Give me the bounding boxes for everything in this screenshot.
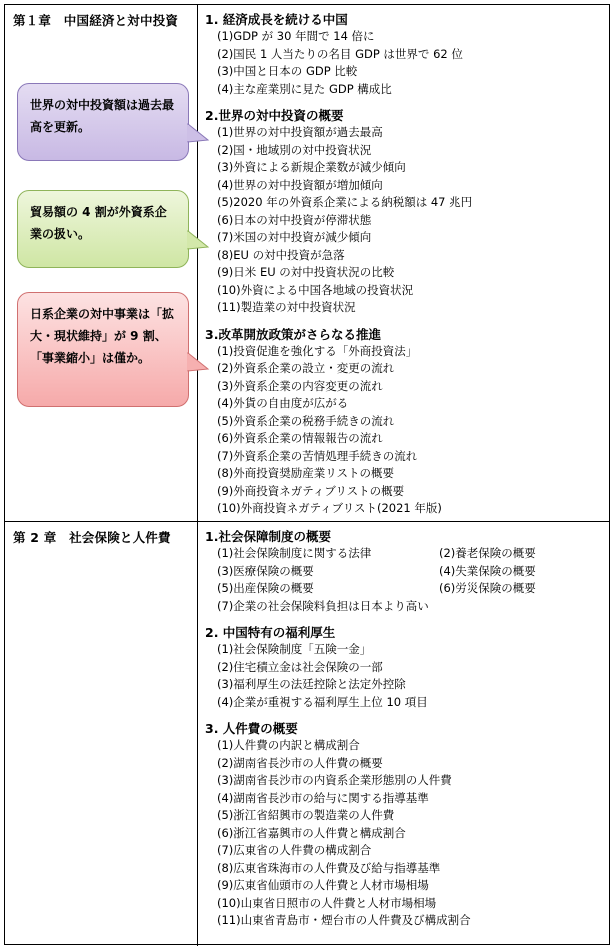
section-reform-policy bbox=[205, 326, 605, 518]
list-item: (7)企業の社会保険料負担は日本より高い bbox=[217, 598, 429, 613]
chapter2-row bbox=[5, 521, 609, 946]
list-item: (7)広東省の人件費の構成割合 bbox=[217, 843, 372, 857]
list-item: (10)外商投資ネガティブリスト(2021 年版) bbox=[217, 501, 442, 515]
section-economic-growth bbox=[205, 11, 605, 98]
list-item: (2)住宅積立金は社会保険の一部 bbox=[217, 659, 383, 674]
list-item: (3)湖南省長沙市の内資系企業形態別の人件費 bbox=[217, 773, 452, 787]
contents-table bbox=[4, 4, 610, 945]
section-labor-cost bbox=[205, 720, 605, 930]
list-item: (3)医療保険の概要 bbox=[217, 563, 314, 578]
list-item: (4)企業が重視する福利厚生上位 10 項目 bbox=[217, 694, 428, 709]
list-item: (6)日本の対中投資が停滞状態 bbox=[217, 212, 372, 227]
callout-text: 日系企業の対中事業は「拡大・現状維持」が 9 割、「事業縮小」は僅か。 bbox=[30, 307, 175, 365]
list-item: (10)外資による中国各地域の投資状況 bbox=[217, 282, 414, 297]
list-item: (7)米国の対中投資が減少傾向 bbox=[217, 230, 372, 244]
section-title: 3.改革開放政策がさらなる推進 bbox=[205, 326, 381, 342]
list-item: (1)社会保険制度「五険一金」 bbox=[217, 642, 372, 656]
list-item: (5)外資系企業の税務手続きの流れ bbox=[217, 413, 395, 428]
list-item: (4)失業保険の概要 bbox=[439, 563, 536, 578]
list-item: (10)山東省日照市の人件費と人材市場相場 bbox=[217, 895, 437, 910]
callout-text: 貿易額の 4 割が外資系企業の扱い。 bbox=[30, 205, 167, 241]
list-item: (3)福利厚生の法廷控除と法定外控除 bbox=[217, 677, 406, 691]
column-divider bbox=[197, 5, 198, 521]
list-item: (3)中国と日本の GDP 比較 bbox=[217, 64, 358, 78]
list-item: (2)国・地域別の対中投資状況 bbox=[217, 142, 372, 157]
section-title: 2. 中国特有の福利厚生 bbox=[205, 625, 336, 640]
list-item: (1)投資促進を強化する「外商投資法」 bbox=[217, 343, 418, 358]
chapter1-row bbox=[5, 5, 609, 521]
list-item: (7)外資系企業の苦情処理手続きの流れ bbox=[217, 448, 418, 463]
list-item: (2)外資系企業の設立・変更の流れ bbox=[217, 361, 395, 375]
list-item: (6)労災保険の概要 bbox=[439, 581, 536, 595]
list-item-pair bbox=[205, 563, 605, 581]
list-item: (1)社会保険制度に関する法律 bbox=[217, 546, 372, 560]
list-item: (8)EU の対中投資が急落 bbox=[217, 247, 345, 262]
section-title: 1.社会保障制度の概要 bbox=[205, 529, 331, 544]
section-title: 2.世界の対中投資の概要 bbox=[205, 108, 344, 123]
chapter1-sections bbox=[205, 11, 605, 518]
list-item-pair bbox=[205, 580, 605, 598]
chapter1-title: 第１章 中国経済と対中投資 bbox=[13, 13, 179, 28]
chapter2-sections bbox=[205, 528, 605, 930]
list-item: (1)GDP が 30 年間で 14 倍に bbox=[217, 29, 375, 43]
list-item: (3)外資による新規企業数が減少傾向 bbox=[217, 160, 406, 174]
list-item: (5)出産保険の概要 bbox=[217, 581, 314, 595]
list-item-pair bbox=[205, 545, 605, 563]
section-social-security bbox=[205, 528, 605, 615]
section-title: 1. 経済成長を続ける中国 bbox=[205, 12, 348, 27]
list-item: (9)広東省仙頭市の人件費と人材市場相場 bbox=[217, 878, 429, 892]
list-item: (4)主な産業別に見た GDP 構成比 bbox=[217, 81, 392, 96]
list-item: (6)外資系企業の情報報告の流れ bbox=[217, 431, 383, 445]
section-investment-overview bbox=[205, 107, 605, 317]
chapter2-title: 第 2 章 社会保険と人件費 bbox=[13, 530, 171, 545]
list-item: (9)日米 EU の対中投資状況の比較 bbox=[217, 265, 395, 279]
list-item: (5)2020 年の外資系企業による納税額は 47 兆円 bbox=[217, 195, 473, 209]
callout-text: 世界の対中投資額は過去最高を更新。 bbox=[30, 98, 175, 134]
list-item: (8)外商投資奨励産業リストの概要 bbox=[217, 466, 395, 480]
callout-japanese-business bbox=[17, 292, 189, 407]
callout-investment-record bbox=[17, 83, 189, 161]
list-item: (2)国民 1 人当たりの名目 GDP は世界で 62 位 bbox=[217, 46, 463, 61]
list-item: (11)山東省青島市・煙台市の人件費及び構成割合 bbox=[217, 913, 471, 927]
column-divider bbox=[197, 522, 198, 946]
list-item: (9)外商投資ネガティブリストの概要 bbox=[217, 483, 405, 498]
list-item: (4)外貨の自由度が広がる bbox=[217, 396, 349, 410]
list-item: (11)製造業の対中投資状況 bbox=[217, 300, 356, 314]
list-item: (4)湖南省長沙市の給与に関する指導基準 bbox=[217, 790, 429, 805]
list-item: (8)広東省珠海市の人件費及び給与指導基準 bbox=[217, 860, 441, 875]
list-item: (2)養老保険の概要 bbox=[439, 546, 536, 560]
callout-trade-share bbox=[17, 190, 189, 268]
list-item: (2)湖南省長沙市の人件費の概要 bbox=[217, 755, 383, 770]
section-welfare bbox=[205, 624, 605, 711]
list-item: (4)世界の対中投資額が増加傾向 bbox=[217, 177, 383, 192]
section-title: 3. 人件費の概要 bbox=[205, 721, 298, 736]
list-item: (5)浙江省紹興市の製造業の人件費 bbox=[217, 808, 395, 822]
list-item: (3)外資系企業の内容変更の流れ bbox=[217, 378, 383, 393]
list-item: (1)人件費の内訳と構成割合 bbox=[217, 738, 360, 752]
list-item: (6)浙江省嘉興市の人件費と構成割合 bbox=[217, 825, 406, 840]
list-item: (1)世界の対中投資額が過去最高 bbox=[217, 125, 383, 139]
